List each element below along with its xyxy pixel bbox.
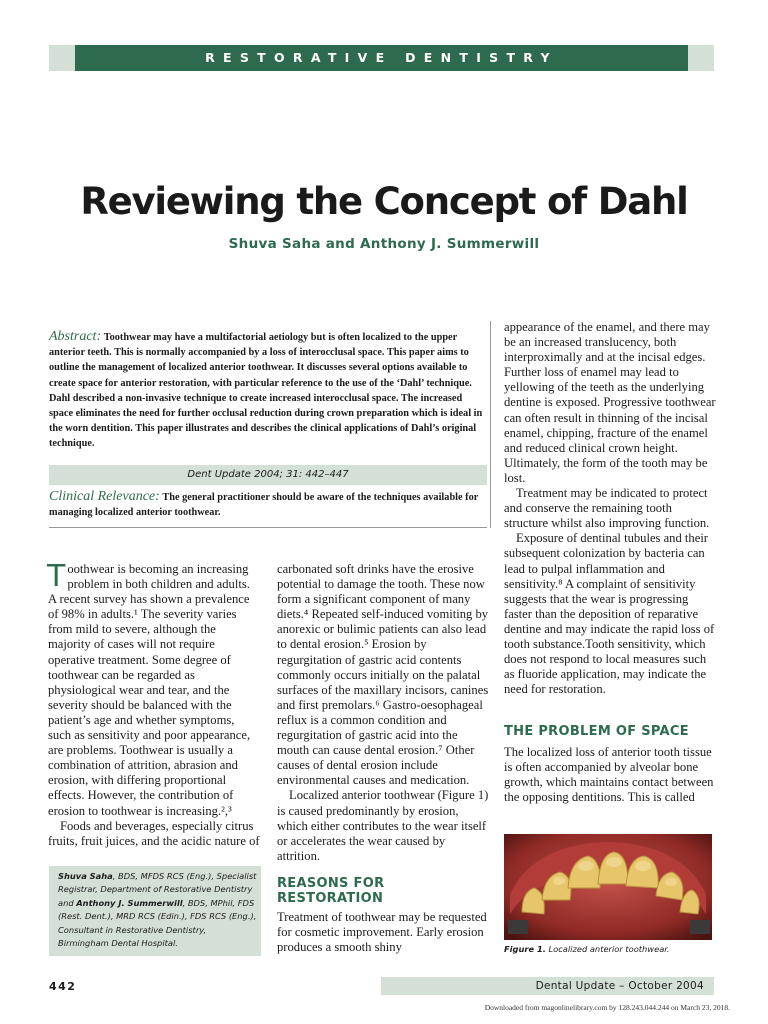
paragraph: Treatment of toothwear may be requested for cosmetic improvement. Early erosion produces a smooth shiny xyxy=(277,910,487,955)
column-1 xyxy=(47,559,260,849)
section-label: RESTORATIVE DENTISTRY xyxy=(75,45,688,71)
article-title: Reviewing the Concept of Dahl xyxy=(80,180,688,223)
paragraph xyxy=(47,559,260,819)
column-2-continued xyxy=(277,910,489,955)
bio-name-2: Anthony J. Summerwill xyxy=(76,897,183,908)
paragraph: The localized loss of anterior tooth tissue is often accompanied by alveolar bone growth, which maintains contact between the opposing dentitions. This is called xyxy=(504,745,714,805)
teeth-photo-illustration xyxy=(504,834,712,940)
clinical-text: The general practitioner should be aware of the techniques available for managing localized anterior toothwear. xyxy=(49,492,479,518)
column-2 xyxy=(277,562,489,864)
figure-caption-text: Localized anterior toothwear. xyxy=(548,944,670,954)
paragraph: Localized anterior toothwear (Figure 1) is caused predominantly by erosion, which either contributes to the wear itself or accelerates the wear caused by attrition. xyxy=(277,788,489,863)
abstract-label: Abstract: xyxy=(49,329,102,344)
paragraph: carbonated soft drinks have the erosive potential to damage the tooth. These now form a significant component of many diets.⁴ Repeated self-induced vomiting by anorexic or bulimic patients can also lead to dental erosion.⁵ Erosion by regurgitation of gastric acid contents commonly occurs initially on the palatal surfaces of the maxillary incisors, canines and first premolars.⁶ Gastro-oesophageal reflux is a common condition and regurgitation of gastric acid into the mouth can cause dental erosion.⁷ Other causes of dental erosion include environmental causes and medication. xyxy=(277,562,489,788)
bio-name-1: Shuva Saha xyxy=(58,871,113,881)
column-divider xyxy=(490,321,491,528)
paragraph: appearance of the enamel, and there may be an increased translucency, both interproximally and at the incisal edges. Further loss of enamel may lead to yellowing of the teeth as the underlying dentine is exposed. Progressive toothwear can often result in thinning of the incisal enamel, chipping, fracture of the enamel and reduced clinical crown height. Ultimately, the form of the tooth may be lost. xyxy=(504,320,716,485)
section-heading-space: THE PROBLEM OF SPACE xyxy=(504,724,689,739)
paragraph-text: oothwear is becoming an increasing problem in both children and adults. A recent survey has shown a prevalence of 98% in adults.¹ The severity varies from mild to severe, although the majority of cases will not require operative treatment. Some degree of toothwear can be regarded as physiological wear and tear, and the severity should be balanced with the patient’s age and whether symptoms, such as sensitivity and poor appearance, are problems. Toothwear is usually a combination of attrition, abrasion and erosion, with differing proportional effects. However, the contribution of erosion to toothwear is increasing.²,³ xyxy=(48,562,251,818)
figure-1-photo xyxy=(504,834,712,940)
page-number: 442 xyxy=(49,980,77,993)
clinical-relevance xyxy=(49,489,487,520)
bio-text-2: , BDS, MPhil, FDS (Rest. Dent.), MRD RCS (Edin.), FDS RCS (Eng.), Consultant in Restorative Dentistry, Birmingham Dental Hospital. xyxy=(58,897,257,949)
author-bio xyxy=(49,866,261,956)
bio-text-1: , BDS, MFDS RCS (Eng.), Specialist Registrar, Department of Restorative Dentistry and xyxy=(58,871,257,908)
clinical-label: Clinical Relevance: xyxy=(49,489,160,504)
citation: Dent Update 2004; 31: 442–447 xyxy=(49,465,487,485)
section-banner xyxy=(49,45,714,71)
paragraph: Foods and beverages, especially citrus fruits, fruit juices, and the acidic nature of xyxy=(48,818,260,848)
journal-footer: Dental Update – October 2004 xyxy=(381,977,714,995)
drop-cap: T xyxy=(47,559,66,594)
abstract-text: Toothwear may have a multifactorial aetiology but is often localized to the upper anterior teeth. This is normally accompanied by a loss of interocclusal space. This paper aims to outline the management of localized anterior toothwear. It discusses several options available to create space for anterior restoration, with particular reference to the use of the ‘Dahl’ technique. Dahl described a non-invasive technique to create increased interocclusal space. The increased space eliminates the need for further occlusal reduction during crown preparation which is ideal in the worn dentition. This paper illustrates and describes the clinical applications of Dahl’s original technique. xyxy=(49,332,483,450)
column-3-continued xyxy=(504,745,716,805)
figure-label: Figure 1. xyxy=(504,944,546,954)
paragraph: Exposure of dentinal tubules and their subsequent colonization by bacteria can lead to pulpal inflammation and sensitivity.⁸ A complaint of sensitivity suggests that the wear is progressing faster than the deposition of reparative dentine and may indicate the rapid loss of tooth substance.Tooth sensitivity, which does not respond to local measures such as fluoride application, may indicate the need for restoration. xyxy=(504,531,715,697)
figure-caption xyxy=(504,944,716,954)
column-3 xyxy=(504,320,716,697)
abstract-divider xyxy=(49,527,487,528)
paragraph: Treatment may be indicated to protect and conserve the remaining tooth structure whilst also improving function. xyxy=(504,486,710,531)
article-authors: Shuva Saha and Anthony J. Summerwill xyxy=(228,236,540,252)
section-heading-reasons: REASONS FOR RESTORATION xyxy=(277,876,385,906)
abstract xyxy=(49,329,487,452)
download-notice: Downloaded from magonlinelibrary.com by 128.243.044.244 on March 23, 2018. xyxy=(484,1003,730,1012)
